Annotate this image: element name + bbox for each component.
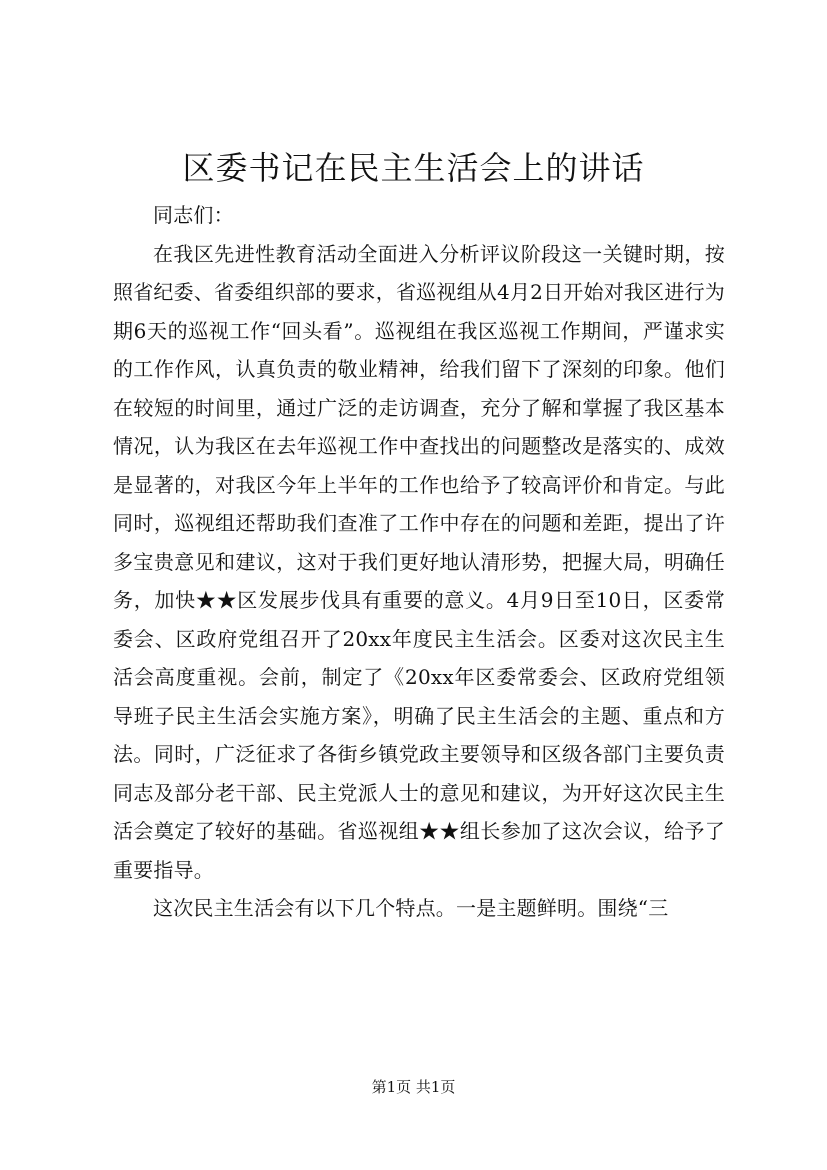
page-footer: 第1页 共1页 <box>371 1078 456 1096</box>
document-title: 区委书记在民主生活会上的讲话 <box>182 149 645 187</box>
document-body <box>113 196 725 928</box>
paragraph-1: 在我区先进性教育活动全面进入分析评议阶段这一关键时期，按照省纪委、省委组织部的要求，省巡视组从4月2日开始对我区进行为期6天的巡视工作“回头看”。巡视组在我区巡视工作期间，严谨求实的工作作风，认真负责的敬业精神，给我们留下了深刻的印象。他们在较短的时间里，通过广泛的走访调查，充分了解和掌握了我区基本情况，认为我区在去年巡视工作中查找出的问题整改是落实的、成效是显著的，对我区今年上半年的工作也给予了较高评价和肯定。与此同时，巡视组还帮助我们查准了工作中存在的问题和差距，提出了许多宝贵意见和建议，这对于我们更好地认清形势，把握大局，明确任务，加快★★区发展步伐具有重要的意义。4月9日至10日，区委常委会、区政府党组召开了20xx年度民主生活会。区委对这次民主生活会高度重视。会前，制定了《20xx年区委常委会、区政府党组领导班子民主生活会实施方案》，明确了民主生活会的主题、重点和方法。同时，广泛征求了各街乡镇党政主要领导和区级各部门主要负责同志及部分老干部、民主党派人士的意见和建议，为开好这次民主生活会奠定了较好的基础。省巡视组★★组长参加了这次会议，给予了重要指导。 <box>113 241 725 882</box>
salutation: 同志们： <box>153 203 234 227</box>
paragraph-2: 这次民主生活会有以下几个特点。一是主题鲜明。围绕“三 <box>153 896 669 920</box>
